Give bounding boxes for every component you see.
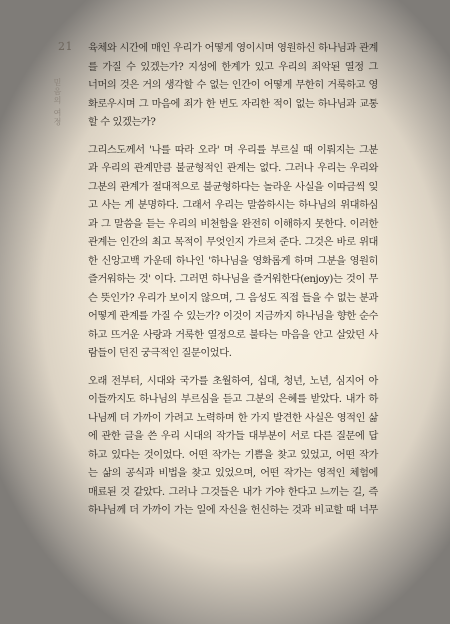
text-line: 즐거워하는 것' 이다. 그러면 하나님을 즐거워한다(enjoy)는 것이 무 bbox=[88, 274, 378, 285]
text-line: 나님께 더 가까이 가려고 노력하며 한 가지 발견한 사실은 영적인 삶 bbox=[88, 412, 378, 424]
text-line: 를 가질 수 있겠는가? 지성에 한계가 있고 우리의 죄악된 열정 그 bbox=[88, 61, 378, 73]
text-line: 한 신앙고백 가운데 하나인 '하나님을 영화롭게 하며 그분을 영원히 bbox=[88, 255, 378, 267]
text-line: 관계는 인간의 최고 목적이 무엇인지 가르쳐 준다. 그것은 바로 위대 bbox=[88, 237, 378, 248]
text-line: 그리스도께서 '나를 따라 오라' 며 우리를 부르실 때 이뤄지는 그분 bbox=[88, 144, 378, 156]
text-line: 하고 뜨거운 사랑과 거룩한 열정으로 불타는 마음을 안고 살았던 사 bbox=[88, 329, 378, 341]
text-line: 하나님께 더 가까이 가는 일에 자신을 헌신하는 것과 비교할 때 너무 bbox=[88, 505, 378, 516]
text-line: 하고 있다는 것이었다. 어떤 작가는 기쁨을 찾고 있었고, 어떤 작가 bbox=[88, 449, 378, 461]
paragraph-3 bbox=[88, 373, 378, 521]
text-line: 어떻게 관계를 가질 수 있는가? 이것이 지금까지 하나님을 향한 순수 bbox=[88, 311, 378, 322]
text-line: 오래 전부터, 시대와 국가를 초월하여, 십대, 청년, 노년, 심지어 아 bbox=[88, 375, 378, 387]
body-text bbox=[88, 40, 378, 521]
text-line: 는 삶의 공식과 비법을 찾고 있었으며, 어떤 작가는 영적인 체험에 bbox=[88, 468, 378, 479]
paragraph-1 bbox=[88, 40, 378, 133]
text-line: 에 관한 글을 쓴 우리 시대의 작가들 대부분이 서로 다른 질문에 답 bbox=[88, 431, 378, 442]
text-line: 람들이 던진 궁극적인 질문이었다. bbox=[88, 348, 232, 359]
text-line: 화로우시며 그 마음에 죄가 한 번도 자리한 적이 없는 하나님과 교통 bbox=[88, 98, 378, 110]
text-line: 매료된 것 같았다. 그러나 그것들은 내가 가야 한다고 느끼는 길, 즉 bbox=[88, 486, 378, 498]
text-line: 할 수 있겠는가? bbox=[88, 117, 156, 128]
text-line: 육체와 시간에 매인 우리가 어떻게 영이시며 영원하신 하나님과 관계 bbox=[88, 43, 378, 54]
text-line: 고 사는 게 분명하다. 그래서 우리는 말씀하시는 하나님의 위대하심 bbox=[88, 200, 378, 211]
running-head: 믿음의 여정 bbox=[53, 78, 62, 127]
text-line: 그분의 관계가 절대적으로 불균형하다는 놀라운 사실을 이따금씩 잊 bbox=[88, 181, 378, 193]
text-line: 슨 뜻인가? 우리가 보이지 않으며, 그 음성도 직접 들을 수 없는 분과 bbox=[88, 292, 378, 304]
page-number: 21 bbox=[58, 40, 73, 53]
text-line: 과 우리의 관계만큼 불균형적인 관계는 없다. 그러나 우리는 우리와 bbox=[88, 163, 378, 174]
text-line: 과 그 말씀을 듣는 우리의 비천함을 완전히 이해하지 못한다. 이러한 bbox=[88, 218, 378, 230]
text-line: 이들까지도 하나님의 부르심을 듣고 그분의 은혜를 받았다. 내가 하 bbox=[88, 394, 378, 405]
paragraph-2 bbox=[88, 142, 378, 364]
text-line: 너머의 것은 거의 생각할 수 없는 인간이 어떻게 무한히 거룩하고 영 bbox=[88, 80, 378, 91]
